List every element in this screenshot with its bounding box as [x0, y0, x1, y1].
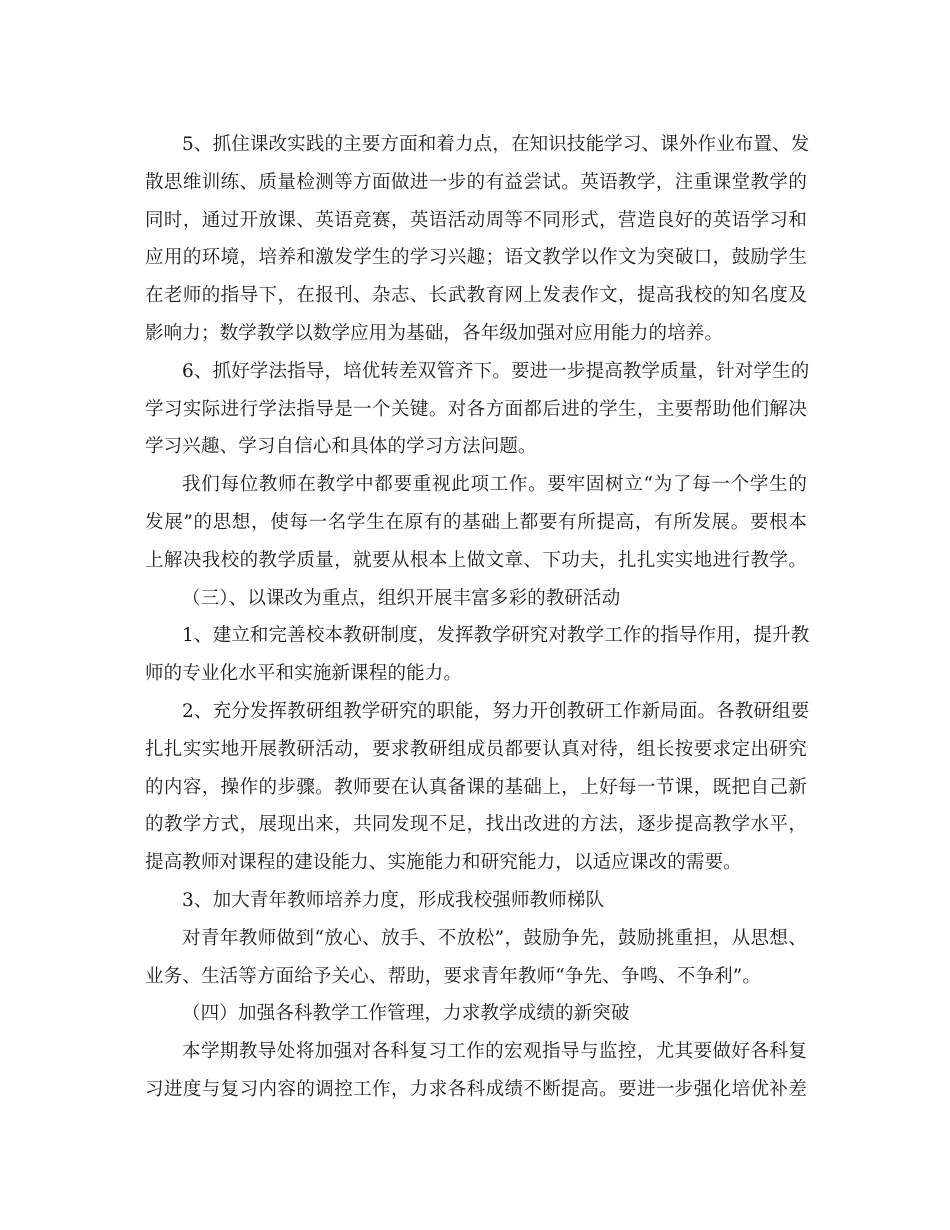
section-heading: （四）加强各科教学工作管理，力求教学成绩的新突破: [182, 1003, 630, 1025]
text-line: 学习实际进行学法指导是一个关键。对各方面都后进的学生，主要帮助他们解决: [145, 398, 807, 420]
text-line: 应用的环境，培养和激发学生的学习兴趣；语文教学以作文为突破口，鼓励学生: [145, 247, 807, 269]
text-line: 2、充分发挥教研组教学研究的职能，努力开创教研工作新局面。各教研组要: [182, 700, 810, 722]
text-line: 我们每位教师在教学中都要重视此项工作。要牢固树立“为了每一个学生的: [182, 474, 807, 496]
section-heading: （三）、以课改为重点，组织开展丰富多彩的教研活动: [182, 587, 621, 609]
text-line: 习进度与复习内容的调控工作，力求各科成绩不断提高。要进一步强化培优补差: [145, 1078, 807, 1100]
text-line: 1、建立和完善校本教研制度，发挥教学研究对教学工作的指导作用，提升教: [182, 625, 810, 647]
text-line: 影响力；数学教学以数学应用为基础，各年级加强对应用能力的培养。: [145, 322, 724, 344]
text-line: 在老师的指导下，在报刊、杂志、长武教育网上发表作文，提高我校的知名度及: [145, 285, 807, 307]
text-line: 5、抓住课改实践的主要方面和着力点，在知识技能学习、课外作业布置、发: [182, 134, 810, 155]
text-line: 的教学方式，展现出来，共同发现不足，找出改进的方法，逐步提高教学水平，: [145, 814, 807, 836]
text-line: 3、加大青年教师培养力度，形成我校强师教师梯队: [182, 889, 605, 911]
text-line: 的内容，操作的步骤。教师要在认真备课的基础上，上好每一节课，既把自己新: [145, 776, 807, 798]
text-line: 上解决我校的教学质量，就要从根本上做文章、下功夫，扎扎实实地进行教学。: [145, 549, 807, 571]
document-body: [145, 126, 810, 1109]
text-line: 散思维训练、质量检测等方面做进一步的有益尝试。英语教学，注重课堂教学的: [145, 171, 807, 193]
text-line: 提高教师对课程的建设能力、实施能力和研究能力，以适应课改的需要。: [145, 852, 742, 874]
text-line: 扎扎实实地开展教研活动，要求教研组成员都要认真对待，组长按要求定出研究: [145, 738, 807, 760]
text-line: 同时，通过开放课、英语竞赛，英语活动周等不同形式，营造良好的英语学习和: [145, 209, 807, 231]
text-line: 本学期教导处将加强对各科复习工作的宏观指导与监控，尤其要做好各科复: [182, 1041, 807, 1063]
text-line: 发展”的思想，使每一名学生在原有的基础上都要有所提高，有所发展。要根本: [145, 511, 807, 533]
text-line: 学习兴趣、学习自信心和具体的学习方法问题。: [145, 436, 537, 458]
text-line: 业务、生活等方面给予关心、帮助，要求青年教师“争先、争鸣、不争利”。: [145, 965, 762, 987]
text-line: 师的专业化水平和实施新课程的能力。: [145, 663, 463, 685]
text-line: 6、抓好学法指导，培优转差双管齐下。要进一步提高教学质量，针对学生的: [182, 360, 810, 382]
text-line: 对青年教师做到“放心、放手、不放松”，鼓励争先，鼓励挑重担，从思想、: [182, 927, 807, 949]
